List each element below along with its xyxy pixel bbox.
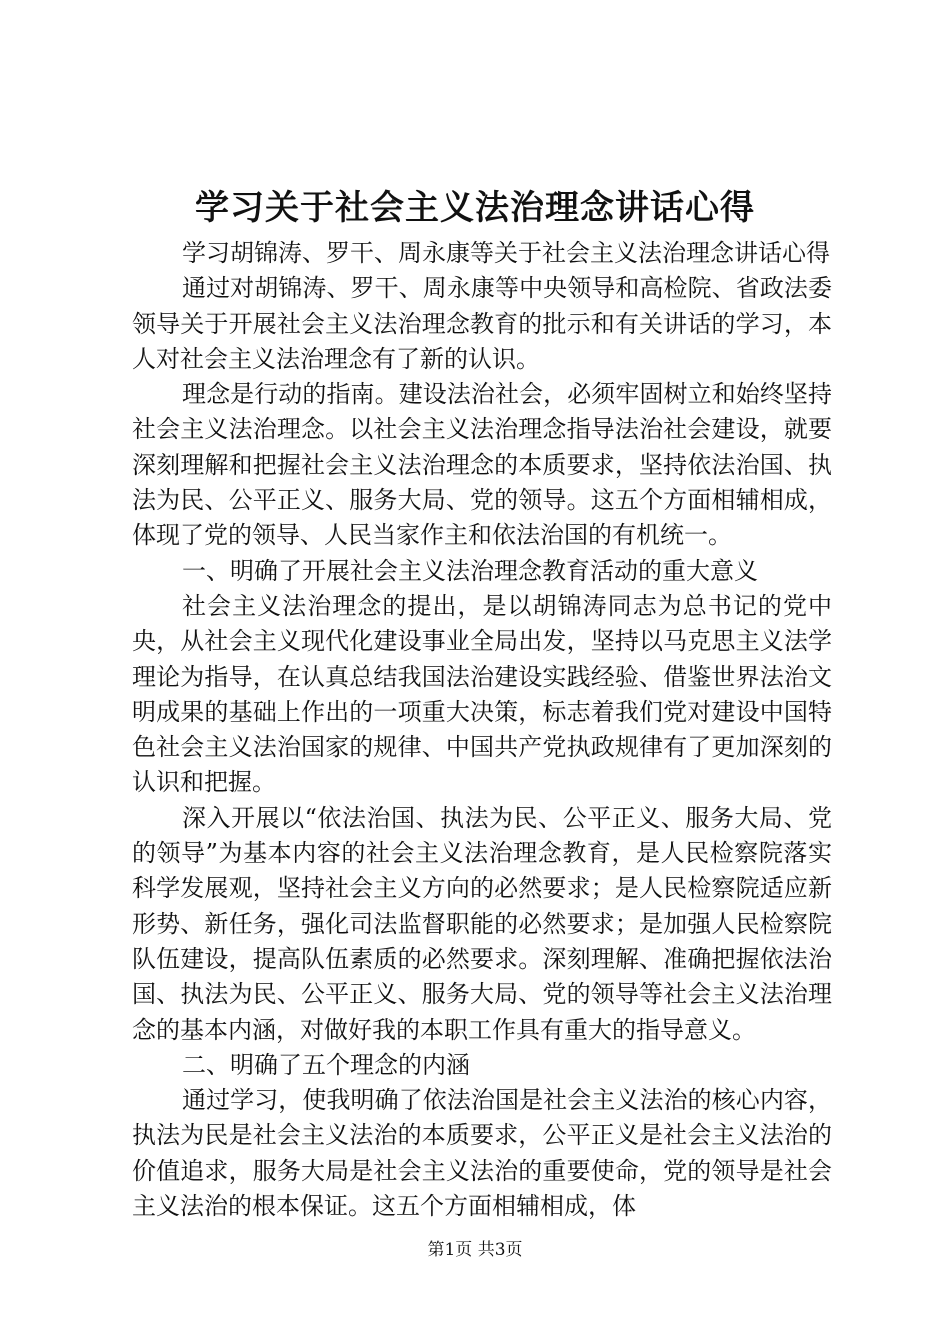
section-heading-1: 一、明确了开展社会主义法治理念教育活动的重大意义 (182, 556, 758, 585)
paragraph-6: 通过学习，使我明确了依法治国是社会主义法治的核心内容，执法为民是社会主义法治的本质要求，公平正义是社会主义法治的价值追求，服务大局是社会主义法治的重要使命，党的领导是社会主义法治的根本保证。这五个方面相辅相成，体 (132, 1086, 832, 1221)
section-heading-2: 二、明确了五个理念的内涵 (182, 1050, 470, 1079)
paragraph-4: 社会主义法治理念的提出，是以胡锦涛同志为总书记的党中央，从社会主义现代化建设事业全局出发，坚持以马克思主义法学理论为指导，在认真总结我国法治建设实践经验、借鉴世界法治文明成果的基础上作出的一项重大决策，标志着我们党对建设中国特色社会主义法治国家的规律、中国共产党执政规律有了更加深刻的认识和把握。 (132, 591, 832, 797)
document-body (132, 236, 832, 1224)
paragraph-5: 深入开展以“依法治国、执法为民、公平正义、服务大局、党的领导”为基本内容的社会主义法治理念教育，是人民检察院落实科学发展观，坚持社会主义方向的必然要求；是人民检察院适应新形势、新任务，强化司法监督职能的必然要求；是加强人民检察院队伍建设，提高队伍素质的必然要求。深刻理解、准确把握依法治国、执法为民、公平正义、服务大局、党的领导等社会主义法治理念的基本内涵，对做好我的本职工作具有重大的指导意义。 (132, 803, 832, 1044)
paragraph-3: 理念是行动的指南。建设法治社会，必须牢固树立和始终坚持社会主义法治理念。以社会主义法治理念指导法治社会建设，就要深刻理解和把握社会主义法治理念的本质要求，坚持依法治国、执法为民、公平正义、服务大局、党的领导。这五个方面相辅相成，体现了党的领导、人民当家作主和依法治国的有机统一。 (132, 380, 832, 550)
document-title: 学习关于社会主义法治理念讲话心得 (195, 188, 755, 228)
paragraph-1: 学习胡锦涛、罗干、周永康等关于社会主义法治理念讲话心得 (182, 239, 830, 267)
paragraph-2: 通过对胡锦涛、罗干、周永康等中央领导和高检院、省政法委领导关于开展社会主义法治理念教育的批示和有关讲话的学习，本人对社会主义法治理念有了新的认识。 (132, 274, 832, 373)
page-footer: 第1页 共3页 (427, 1240, 523, 1260)
